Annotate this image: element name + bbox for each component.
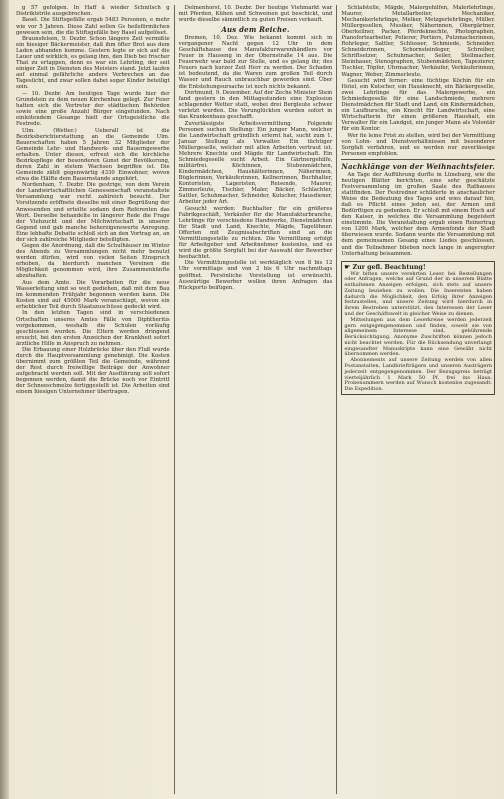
paragraph: — 10. Dezbr. Am heutigen Tage wurde hier der Grundstein zu dem neuen Kirchenbau gelegt. Zur Feier hatten sich die Vertreter der städtischen Behörden sowie eine große Anzahl Bürger eingefunden. Nach einleitendem Gesange hielt der Ortsgeistliche die Festrede. bbox=[16, 90, 170, 128]
pointing-hand-icon: ☛ bbox=[344, 262, 351, 271]
paragraph: In den letzten Tagen sind in verschiedenen Ortschaften unseres Amtes Fälle von Diphtheritis vorgekommen, weshalb die Schulen vorläufig geschlossen wurden. Die Eltern werden dringend ersucht, bei den ersten Anzeichen der Krankheit sofort ärztliche Hilfe in Anspruch zu nehmen. bbox=[16, 310, 170, 347]
paragraph: Basel. Die Stiftsgefälle ergab 5483 Personen, e mehr wie vor 5 Jahren. Diese Zahl sollen Gs heilsförmlichen gewesen sein, die die Stiftsgefälle bey Basel aufgelöset. bbox=[16, 17, 170, 36]
page-edge-shadow bbox=[0, 0, 9, 799]
notice-box bbox=[341, 261, 495, 396]
paragraph: An Tage der Aufführung durfte in Lüneburg, wie die heutigen Blätter berichten, eine sehr geschätzte Festversammlung im großen Saale des Rathauses stattfinden. Der Festredner schilderte in anschaulicher Weise die Bedeutung des Tages und wies darauf hin, daß es Pflicht eines jeden sei, der Armen und Bedürftigen zu gedenken. Er schloß mit einem Hoch auf den Kaiser, in welches die Versammlung begeistert einstimmte. Die Veranstaltung ergab einen Reinertrag von 1200 Mark, welcher dem Armenfonds der Stadt überwiesen wurde. Sodann wurde die Versammlung mit dem gemeinsamen Gesang eines Liedes geschlossen, und die Teilnehmer blieben noch lange in angeregter Unterhaltung beisammen. bbox=[341, 171, 496, 257]
section-divider bbox=[341, 159, 495, 160]
paragraph: Zuverlässigste Arbeitsvermittlung. Folgende Personen suchen Stellung: Ein junger Mann, welcher die Landwirtschaft gründlich erlernt hat, sucht zum 1. Januar Stellung als Verwalter. Ein tüchtiger Müllergeselle, welcher mit allen Arbeiten vertraut ist. Mehrere Knechte und Mägde für Landwirtschaft. Ein Schmiedegeselle sucht Arbeit. Ein Gärtnergehilfe, militärfrei. Köchinnen, Stubenmädchen, Kindermädchen, Haushälterinnen, Näherinnen, Büglerinnen, Verkäuferinnen, Kellnerinnen, Buchhalter, Kontoristen, Lageristen, Reisende, Maurer, Zimmerleute, Tischler, Maler, Bäcker, Schlachter, Sattler, Schuhmacher, Schneider, Kutscher, Hausdiener, Arbeiter jeder Art. bbox=[178, 120, 333, 206]
column-2 bbox=[174, 5, 337, 794]
notice-paragraph: Mitteilungen aus dem Leserkreise werden jederzeit gern entgegengenommen und finden, soweit sie von allgemeinem Interesse sind, gebührende Berücksichtigung. Anonyme Zuschriften können jedoch nicht beachtet werden. Für die Rücksendung unverlangt eingesandter Manuskripte kann eine Gewähr nicht übernommen werden. bbox=[344, 316, 493, 358]
paragraph: g 57 gefolgen. In Haff ä wieder Schnitsch g Distriktstrile ausgebrochen. bbox=[16, 5, 170, 18]
paragraph: Schlafstelle, Mägde, Malergehilfen, Malerlehrlinge, Maurer, Metallarbeiter, Mechaniker, Mechanikerlehrlinge, Melker, Metzgerlehrlinge, Müller, Müllergesellen, Musiker, Näherinnen, Obergärtner, Oberkellner, Packer, Pferdeknechte, Photographen, Pianofortearbeiter, Polierer, Portiers, Putzmacherinnen, Rohrleger, Sattler, Schlosser, Schmiede, Schneider, Schneiderinnen, Schornsteinfeger, Schreiber, Schriftsetzer, Schuhmacher, Seiler, Stellmacher, Steinhauer, Stenographen, Stubenmädchen, Tapezierer, Tischler, Töpfer, Uhrmacher, Verkäufer, Verkäuferinnen, Wagner, Weber, Zimmerleute. bbox=[341, 5, 496, 78]
paragraph: Gesucht werden: Buchhalter für ein größeres Fabrikgeschäft, Verkäufer für die Manufakturbranche, Lehrlinge für verschiedene Handwerke, Dienstmädchen für Stadt und Land, Knechte, Mägde, Tagelöhner. Offerten mit Zeugnisabschriften sind an die Vermittlungsstelle zu richten. Die Vermittlung erfolgt für Arbeitgeber und Arbeitnehmer kostenlos, und es wird die größte Sorgfalt bei der Auswahl der Bewerber beobachtet. bbox=[178, 205, 333, 260]
notice-title-text: Zur gefl. Beachtung! bbox=[352, 263, 426, 271]
notice-title bbox=[344, 264, 492, 271]
notice-paragraph: Wir bitten unsere verehrten Leser, bei Bestellungen oder Anfragen, welche auf Grund der in unserem Blatte enthaltenen Anzeigen erfolgen, sich stets auf unsere Zeitung beziehen zu wollen. Die Inserenten haben dadurch die Möglichkeit, den Erfolg ihrer Anzeigen festzustellen, und unsere Zeitung wird hierdurch in ihrem Bestreben unterstützt, den Interessen der Leser und der Geschäftswelt in gleicher Weise zu dienen. bbox=[344, 270, 493, 317]
column-3 bbox=[336, 5, 499, 794]
notice-paragraph: Abonnements auf unsere Zeitung werden von allen Postanstalten, Landbriefträgern und unseren Austrägern jederzeit entgegengenommen. Der Bezugspreis beträgt vierteljährlich 1 Mark 50 Pf. frei ins Haus. Probenummern werden auf Wunsch kostenlos zugesandt. Die Expedition. bbox=[344, 357, 493, 393]
paragraph: Wer fie leine Frist zu stellen, wird bei der Vermittlung von Lohn- und Dienstverhältnissen mit besonderer Sorgfalt verfahren, und es werden nur zuverlässige Personen empfohlen. bbox=[341, 132, 496, 157]
paragraph: Aus dem Amte. Die Vorarbeiten für die neue Wasserleitung sind so weit gediehen, daß mit dem Bau im kommenden Frühjahr begonnen werden kann. Die Kosten sind auf 45000 Mark veranschlagt, wovon ein erheblicher Teil durch Staatszuschüsse gedeckt wird. bbox=[16, 279, 170, 311]
paragraph: Nordenham, 7. Dezbr. Die gestrige, von dem Verein der Landwirtschaftlichen Genossenschaft veranstaltete Versammlung war recht zahlreich besucht. Der Vorsitzende eröffnete dieselbe mit einer Begrüßung der Anwesenden und erteilte sodann dem Referenten das Wort. Derselbe behandelte in längerer Rede die Frage der Viehzucht und der Milchwirtschaft in unserer Gegend und gab manche beherzigenswerte Anregung. Eine lebhafte Debatte schloß sich an den Vortrag an, an der sich zahlreiche Mitglieder beteiligten. bbox=[16, 182, 170, 243]
paragraph: Gegen die Anordnung, daß die Schulhäuser im Winter des Abends zu Versammlungen nicht mehr benutzt werden dürfen, wird von vielen Seiten Einspruch erhoben, da hierdurch manchen Vereinen die Möglichkeit genommen wird, ihre Zusammenkünfte abzuhalten. bbox=[16, 243, 170, 280]
paragraph: Bremen, 10. Dez. Wie bekannt kommt sich in vergangener Nacht gegen 12 Uhr in dem Geschäftshause des Manufakturwarenhändlers vor Feuer in Hauseng in der Obernstraße 14 aus. Die Feuerwehr war bald zur Stelle, und es gelang ihr, des Feuers nach kurzer Zeit Herr zu werden. Der Schaden ist bedeutend, da die Waren zum großen Teil durch Wasser und Rauch unbrauchbar geworden sind. Über die Entstehungsursache ist noch nichts bekannt. bbox=[178, 35, 333, 90]
section-heading: Aus dem Reiche. bbox=[221, 25, 290, 35]
paragraph: Gesucht wird ferner: eine tüchtige Köchin für ein Hotel, ein Kutscher, ein Hausknecht, ein Bäckergeselle, zwei Lehrlinge für das Malergewerbe, ein Schmiedegeselle für eine Landschmiede, mehrere Dienstmädchen für Stadt und Land, ein Kindermädchen, ein Laufbursche, ein Knecht für Landwirtschaft, eine Wirtschafterin für einen größeren Haushalt, ein Verwalter für ein Landgut, ein junger Mann als Volontär für ein Kontor. bbox=[341, 77, 496, 133]
paragraph: Braunsfelsen, 9. Dezbr. Schon längere Zeit vermißte ein hiesiger Bäckermeister, daß ihm öfter Brot aus dem Laden abhanden komme. Gestern legte er sich auf die Lauer und wirklich, es gelang ihm, den Dieb bei frischer That zu ertappen, denn es war ein Lehrling, der seit einiger Zeit in Diensten des Meisters stand. Jetzt laufen auf einmal gefährliche andere Verbrechen an das Tageslicht, und zwar sollen dabei sogar Kinder beteiligt sein. bbox=[16, 36, 170, 91]
paragraph: Die Erbauung einer Holzbrücke über den Fluß wurde durch die Hauptversammlung genehmigt. Die Kosten übernimmt zum größten Teil die Gemeinde, während der Rest durch freiwillige Beiträge der Anwohner aufgebracht werden soll. Mit der Ausführung soll sofort begonnen werden, damit die Brücke noch vor Eintritt der Schneeschmelze fertiggestellt ist. Die Arbeiten sind einem hiesigen Unternehmer übertragen. bbox=[16, 347, 170, 396]
paragraph: Dortmund, 9. Dezember. Auf der Zeche Minister Stein fand gestern in den Mittagsstunden eine Explosion schlagender Wetter statt, wobei drei Bergleute schwer verletzt wurden. Die Verunglückten wurden sofort in das Krankenhaus geschafft. bbox=[178, 89, 333, 121]
paragraph: Delmenhorst, 10. Dezbr. Der heutige Viehmarkt war mit Pferden, Kühen und Schweinen gut beschickt, und wurde dieselbe sämmtlich zu guten Preisen verkauft. bbox=[178, 5, 333, 24]
column-1 bbox=[12, 5, 174, 794]
section-heading: Nachklänge von der Weihnachtsfeier. bbox=[341, 161, 495, 171]
paragraph: Ulm. (Wetter.) Ueberall ist die Bezirksberichterstattung an die Gemeinde Ulm. Bauerschaften haben 5 Jahren 32 Mitglieder der Gemeinde Lehr- und Handwerk- und Bauerngewerbe erhalten. Unter diesen, erfreut sich die kirchliche Bezirkspflege der besonderen Gunst der Bevölkerung, deren Zahl in stetem Wachsen begriffen ist. Die Gemeinde zählt gegenwärtig 4330 Einwohner, wovon etwa die Hälfte dem Bauernstande angehört. bbox=[16, 127, 170, 182]
columns bbox=[12, 5, 499, 794]
paragraph: Die Vermittlungsstelle ist werktäglich von 8 bis 12 Uhr vormittags und von 2 bis 6 Uhr nachmittags geöffnet. Persönliche Vorstellung ist erwünscht. Auswärtige Bewerber wollen ihren Anfragen das Rückporto beifügen. bbox=[178, 260, 333, 291]
